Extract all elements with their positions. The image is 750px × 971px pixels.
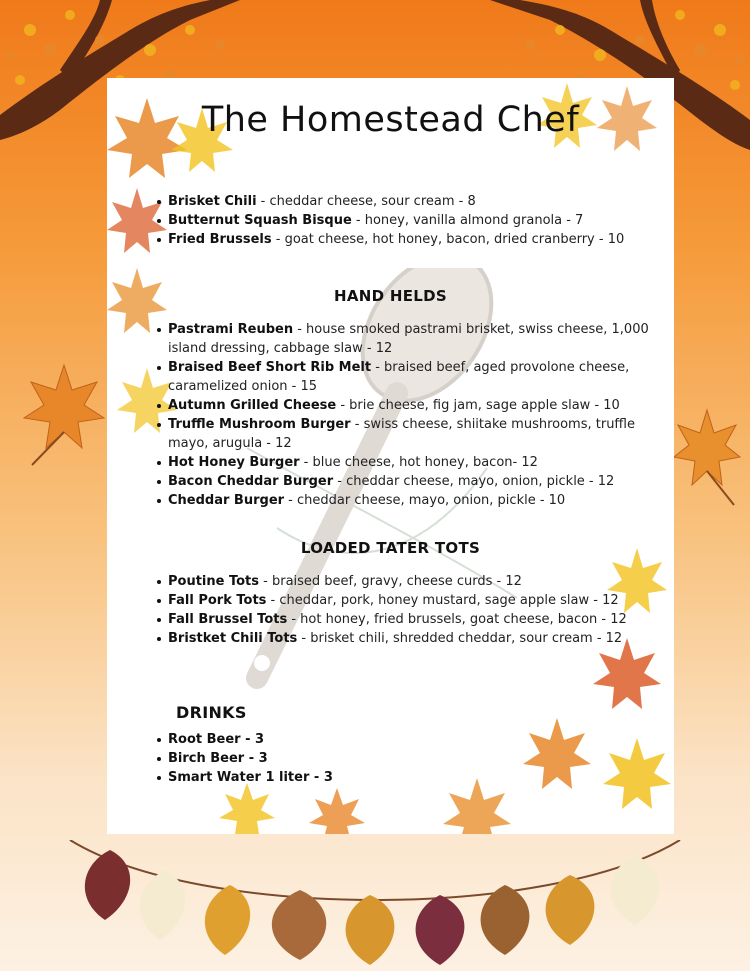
list-item [155,396,656,415]
section-heading-drinks: DRINKS [176,703,247,722]
starters-section [155,192,656,249]
list-item [155,730,656,749]
list-item [155,491,656,510]
item-description: - braised beef, aged provolone cheese, caramelized onion - 15 [168,360,630,394]
list-item [155,211,656,230]
item-name: Fall Pork Tots [168,593,267,608]
list-item [155,453,656,472]
item-name: Brisket Chili [168,194,257,209]
item-name: Root Beer - 3 [168,732,265,747]
item-name: Fall Brussel Tots [168,612,288,627]
item-name: Bristket Chili Tots [168,631,298,646]
item-name: Bacon Cheddar Burger [168,474,334,489]
item-description: - honey, vanilla almond granola - 7 [351,213,584,228]
list-item [155,415,656,453]
item-name: Smart Water 1 liter - 3 [168,770,333,785]
item-description: - cheddar, pork, honey mustard, sage apple slaw - 12 [266,593,619,608]
item-description: - cheddar cheese, sour cream - 8 [256,194,476,209]
item-description: - goat cheese, hot honey, bacon, dried cranberry - 10 [271,232,625,247]
starters-list [155,192,656,249]
list-item [155,320,656,358]
item-name: Truffle Mushroom Burger [168,417,351,432]
leaf-garland-illustration [0,840,750,971]
list-item [155,192,656,211]
item-description: - house smoked pastrami brisket, swiss cheese, 1,000 island dressing, cabbage slaw - 12 [168,322,649,356]
item-description: - brisket chili, shredded cheddar, sour cream - 12 [297,631,623,646]
section-heading-hand-helds: HAND HELDS [333,287,447,305]
list-item [155,591,656,610]
item-name: Braised Beef Short Rib Melt [168,360,372,375]
item-description: - brie cheese, fig jam, sage apple slaw - 10 [336,398,620,413]
drinks-section [155,730,656,787]
item-description: - cheddar cheese, mayo, onion, pickle - 12 [333,474,615,489]
item-name: Autumn Grilled Cheese [168,398,337,413]
item-description: - swiss cheese, shiitake mushrooms, truffle mayo, arugula - 12 [168,417,636,451]
tater-tots-list [155,572,656,648]
item-description: - cheddar cheese, mayo, onion, pickle - 10 [284,493,566,508]
list-item [155,230,656,249]
list-item [155,610,656,629]
item-name: Birch Beer - 3 [168,751,268,766]
list-item [155,358,656,396]
list-item [155,768,656,787]
list-item [155,749,656,768]
section-heading-loaded-tater-tots: LOADED TATER TOTS [300,539,481,557]
restaurant-title: The Homestead Chef [201,100,580,140]
list-item [155,572,656,591]
menu-card [107,78,674,834]
item-description: - braised beef, gravy, cheese curds - 12 [259,574,522,589]
item-description: - blue cheese, hot honey, bacon- 12 [299,455,538,470]
item-name: Fried Brussels [168,232,272,247]
item-name: Poutine Tots [168,574,260,589]
item-name: Cheddar Burger [168,493,285,508]
list-item [155,472,656,491]
item-name: Hot Honey Burger [168,455,300,470]
drinks-list [155,730,656,787]
item-description: - hot honey, fried brussels, goat cheese, bacon - 12 [287,612,627,627]
item-name: Pastrami Reuben [168,322,294,337]
maple-leaf-icon [22,360,106,470]
tater-tots-section [155,572,656,648]
hand-helds-section [155,320,656,510]
maple-leaf-icon [672,405,742,510]
list-item [155,629,656,648]
hand-helds-list [155,320,656,510]
item-name: Butternut Squash Bisque [168,213,352,228]
